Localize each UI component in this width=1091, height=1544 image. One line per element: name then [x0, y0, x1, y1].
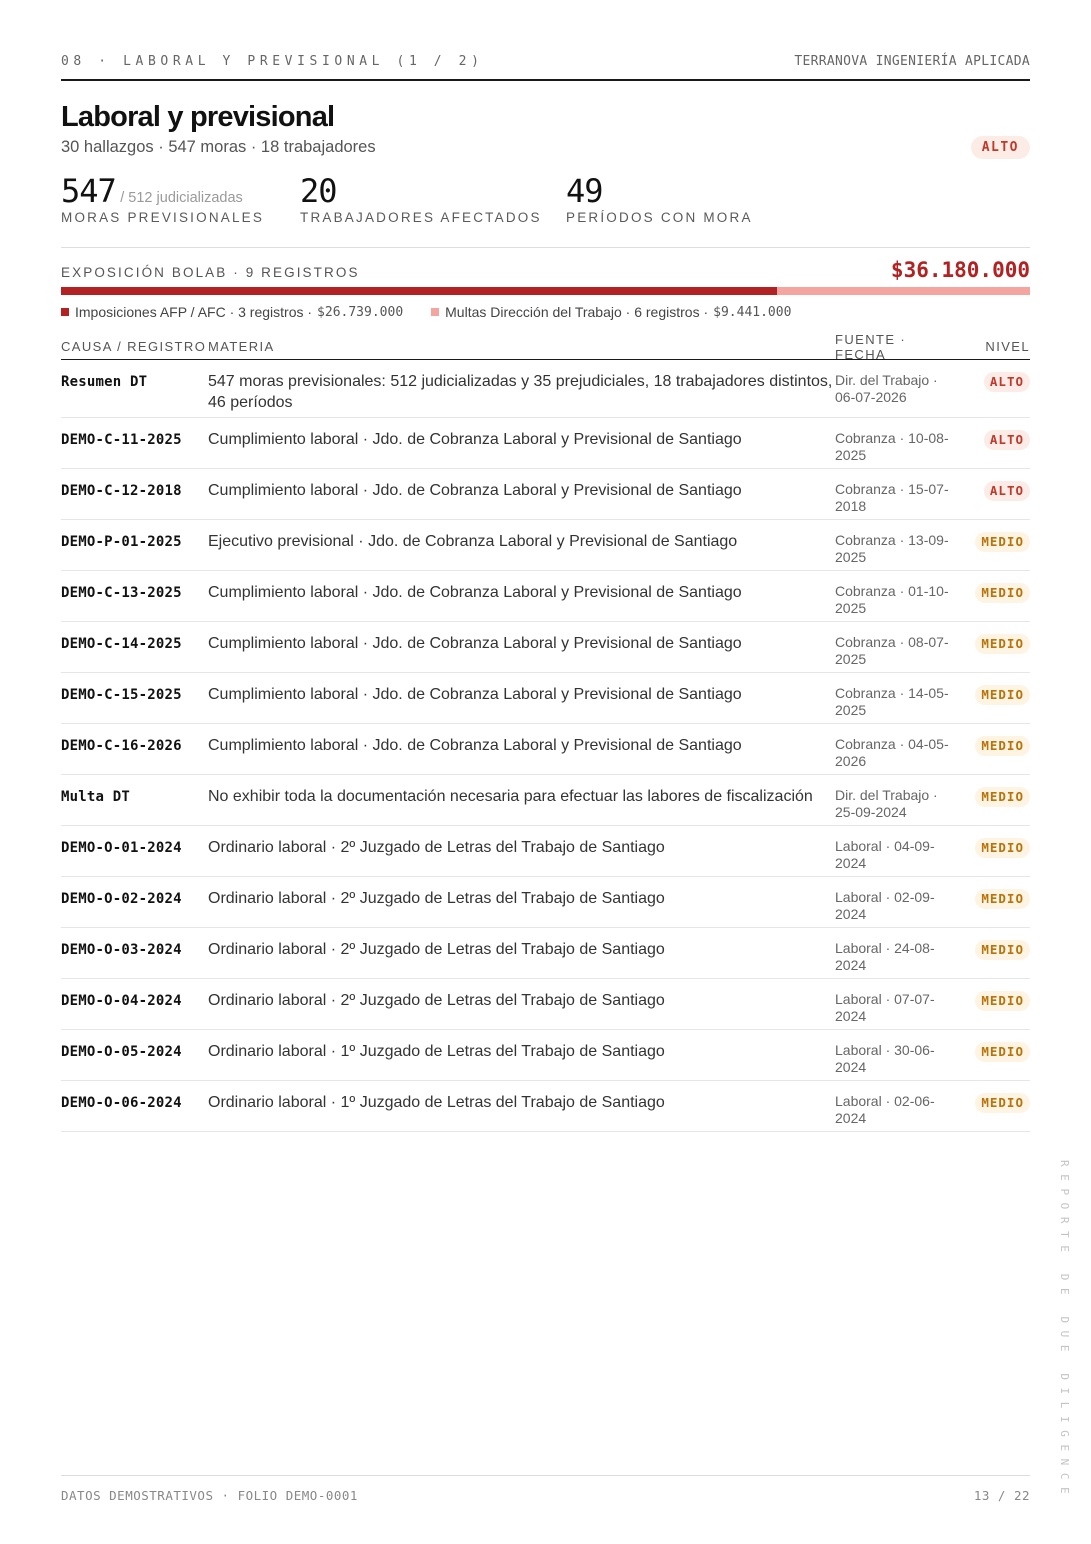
- row-fuente: Laboral · 30-06-2024: [835, 1042, 935, 1075]
- company-name: TERRANOVA INGENIERÍA APLICADA: [794, 53, 1030, 69]
- stat-periodos: [566, 172, 753, 226]
- table-row: [61, 877, 1030, 928]
- row-nivel: [960, 418, 1030, 450]
- row-nivel: [960, 928, 1030, 960]
- row-causa: DEMO-O-04-2024: [61, 993, 182, 1009]
- row-materia: Ordinario laboral · 2º Juzgado de Letras del Trabajo de Santiago: [208, 890, 665, 907]
- row-fuente: Laboral · 02-06-2024: [835, 1093, 935, 1126]
- row-nivel: [960, 571, 1030, 603]
- exposure-segment-multas: [777, 287, 1030, 295]
- exposure-total: $36.180.000: [890, 258, 1030, 282]
- row-causa: DEMO-C-12-2018: [61, 483, 182, 499]
- row-materia: Ejecutivo previsional · Jdo. de Cobranza Laboral y Previsional de Santiago: [208, 533, 738, 550]
- row-fuente: Laboral · 07-07-2024: [835, 991, 935, 1024]
- row-materia: Cumplimiento laboral · Jdo. de Cobranza Laboral y Previsional de Santiago: [208, 584, 742, 601]
- table-row: [61, 360, 1030, 418]
- stat-label: PERÍODOS CON MORA: [566, 210, 753, 225]
- stat-trabajadores: [300, 172, 542, 226]
- row-nivel: [960, 979, 1030, 1011]
- row-nivel: [960, 360, 1030, 392]
- stat-value: 20: [300, 172, 337, 210]
- row-fuente: Dir. del Trabajo · 06-07-2026: [835, 372, 938, 405]
- row-causa: DEMO-C-13-2025: [61, 585, 182, 601]
- level-badge: MEDIO: [975, 634, 1030, 654]
- footer-folio: DATOS DEMOSTRATIVOS · FOLIO DEMO-0001: [61, 1488, 358, 1503]
- row-nivel: [960, 622, 1030, 654]
- row-causa: DEMO-C-16-2026: [61, 738, 182, 754]
- header-rule: [61, 79, 1030, 81]
- stat-label: MORAS PREVISIONALES: [61, 210, 265, 225]
- column-header-fuente: FUENTE · FECHA: [835, 331, 907, 362]
- level-badge: MEDIO: [975, 736, 1030, 756]
- row-causa: Resumen DT: [61, 374, 148, 390]
- row-materia: Ordinario laboral · 1º Juzgado de Letras del Trabajo de Santiago: [208, 1043, 665, 1060]
- level-badge: MEDIO: [975, 532, 1030, 552]
- table-row: [61, 418, 1030, 469]
- table-row: [61, 673, 1030, 724]
- row-materia: Cumplimiento laboral · Jdo. de Cobranza Laboral y Previsional de Santiago: [208, 431, 742, 448]
- row-fuente: Cobranza · 01-10-2025: [835, 583, 949, 616]
- row-nivel: [960, 724, 1030, 756]
- page-subtitle: 30 hallazgos · 547 moras · 18 trabajadores: [61, 138, 376, 156]
- legend-swatch: [431, 308, 439, 316]
- row-materia: Cumplimiento laboral · Jdo. de Cobranza Laboral y Previsional de Santiago: [208, 686, 742, 703]
- row-fuente: Laboral · 24-08-2024: [835, 940, 935, 973]
- table-row: [61, 571, 1030, 622]
- table-body: [61, 360, 1030, 1132]
- running-head: [61, 53, 1030, 69]
- column-header-materia: MATERIA: [208, 339, 275, 354]
- legend-label: Multas Dirección del Trabajo · 6 registros ·: [445, 304, 709, 320]
- page-number: 13 / 22: [973, 1488, 1030, 1503]
- row-fuente: Cobranza · 10-08-2025: [835, 430, 949, 463]
- column-header-causa: CAUSA / REGISTRO: [61, 339, 207, 354]
- row-materia: Ordinario laboral · 2º Juzgado de Letras del Trabajo de Santiago: [208, 992, 665, 1009]
- row-nivel: [960, 826, 1030, 858]
- level-badge: ALTO: [984, 481, 1030, 501]
- row-materia: Ordinario laboral · 2º Juzgado de Letras del Trabajo de Santiago: [208, 839, 665, 856]
- row-nivel: [960, 520, 1030, 552]
- level-badge: MEDIO: [975, 991, 1030, 1011]
- stat-sub: / 512 judicializadas: [120, 190, 243, 206]
- footer-rule: [61, 1475, 1030, 1476]
- stat-label: TRABAJADORES AFECTADOS: [300, 210, 542, 225]
- row-nivel: [960, 1030, 1030, 1062]
- footer: [61, 1488, 1030, 1503]
- row-causa: DEMO-P-01-2025: [61, 534, 182, 550]
- legend-swatch: [61, 308, 69, 316]
- row-fuente: Laboral · 02-09-2024: [835, 889, 935, 922]
- column-header-nivel: NIVEL: [985, 339, 1030, 354]
- level-badge: MEDIO: [975, 685, 1030, 705]
- table-row: [61, 979, 1030, 1030]
- exposure-label: EXPOSICIÓN BOLAB · 9 REGISTROS: [61, 265, 360, 280]
- table-row: [61, 469, 1030, 520]
- table-row: [61, 826, 1030, 877]
- row-materia: Cumplimiento laboral · Jdo. de Cobranza Laboral y Previsional de Santiago: [208, 635, 742, 652]
- row-fuente: Dir. del Trabajo · 25-09-2024: [835, 787, 938, 820]
- row-fuente: Cobranza · 15-07-2018: [835, 481, 949, 514]
- legend-item-afp: [61, 304, 403, 320]
- level-badge: ALTO: [984, 372, 1030, 392]
- row-causa: DEMO-O-06-2024: [61, 1095, 182, 1111]
- row-fuente: Cobranza · 04-05-2026: [835, 736, 949, 769]
- level-badge: MEDIO: [975, 889, 1030, 909]
- table-row: [61, 724, 1030, 775]
- row-materia: Ordinario laboral · 2º Juzgado de Letras del Trabajo de Santiago: [208, 941, 665, 958]
- row-causa: DEMO-C-15-2025: [61, 687, 182, 703]
- table-row: [61, 1030, 1030, 1081]
- row-materia: Cumplimiento laboral · Jdo. de Cobranza Laboral y Previsional de Santiago: [208, 737, 742, 754]
- row-nivel: [960, 877, 1030, 909]
- row-materia: 547 moras previsionales: 512 judicializadas y 35 prejudiciales, 18 trabajadores distintos, 46 períodos: [208, 373, 833, 411]
- row-nivel: [960, 673, 1030, 705]
- section-label: 08 · LABORAL Y PREVISIONAL (1 / 2): [61, 53, 484, 69]
- exposure-segment-afp: [61, 287, 777, 295]
- table-row: [61, 775, 1030, 826]
- table-row: [61, 622, 1030, 673]
- row-nivel: [960, 775, 1030, 807]
- risk-level-badge: ALTO: [971, 136, 1030, 159]
- row-fuente: Laboral · 04-09-2024: [835, 838, 935, 871]
- row-nivel: [960, 1081, 1030, 1113]
- level-badge: MEDIO: [975, 1042, 1030, 1062]
- table-row: [61, 520, 1030, 571]
- legend-label: Imposiciones AFP / AFC · 3 registros ·: [75, 304, 313, 320]
- legend-amount: $26.739.000: [317, 304, 404, 320]
- level-badge: ALTO: [984, 430, 1030, 450]
- row-materia: Ordinario laboral · 1º Juzgado de Letras del Trabajo de Santiago: [208, 1094, 665, 1111]
- table-row: [61, 1081, 1030, 1132]
- row-causa: DEMO-C-11-2025: [61, 432, 182, 448]
- level-badge: MEDIO: [975, 583, 1030, 603]
- findings-table: [61, 331, 1030, 1132]
- legend-item-multas: [431, 304, 791, 320]
- exposure-legend: [61, 304, 819, 320]
- row-materia: No exhibir toda la documentación necesaria para efectuar las labores de fiscalización: [208, 788, 813, 805]
- row-causa: DEMO-O-01-2024: [61, 840, 182, 856]
- row-fuente: Cobranza · 14-05-2025: [835, 685, 949, 718]
- row-causa: Multa DT: [61, 789, 131, 805]
- stat-value: 49: [566, 172, 603, 210]
- page-title: Laboral y previsional: [61, 101, 335, 133]
- stat-value: 547: [61, 172, 116, 210]
- row-nivel: [960, 469, 1030, 501]
- row-causa: DEMO-O-05-2024: [61, 1044, 182, 1060]
- table-header: [61, 331, 1030, 362]
- level-badge: MEDIO: [975, 787, 1030, 807]
- divider: [61, 247, 1030, 248]
- level-badge: MEDIO: [975, 838, 1030, 858]
- side-watermark: REPORTE DE DUE DILIGENCE: [1058, 1160, 1071, 1502]
- row-causa: DEMO-C-14-2025: [61, 636, 182, 652]
- row-fuente: Cobranza · 08-07-2025: [835, 634, 949, 667]
- row-causa: DEMO-O-03-2024: [61, 942, 182, 958]
- level-badge: MEDIO: [975, 940, 1030, 960]
- exposure-bar: [61, 287, 1030, 295]
- legend-amount: $9.441.000: [713, 304, 792, 320]
- stat-moras: [61, 172, 264, 226]
- row-fuente: Cobranza · 13-09-2025: [835, 532, 949, 565]
- row-materia: Cumplimiento laboral · Jdo. de Cobranza Laboral y Previsional de Santiago: [208, 482, 742, 499]
- row-causa: DEMO-O-02-2024: [61, 891, 182, 907]
- table-row: [61, 928, 1030, 979]
- level-badge: MEDIO: [975, 1093, 1030, 1113]
